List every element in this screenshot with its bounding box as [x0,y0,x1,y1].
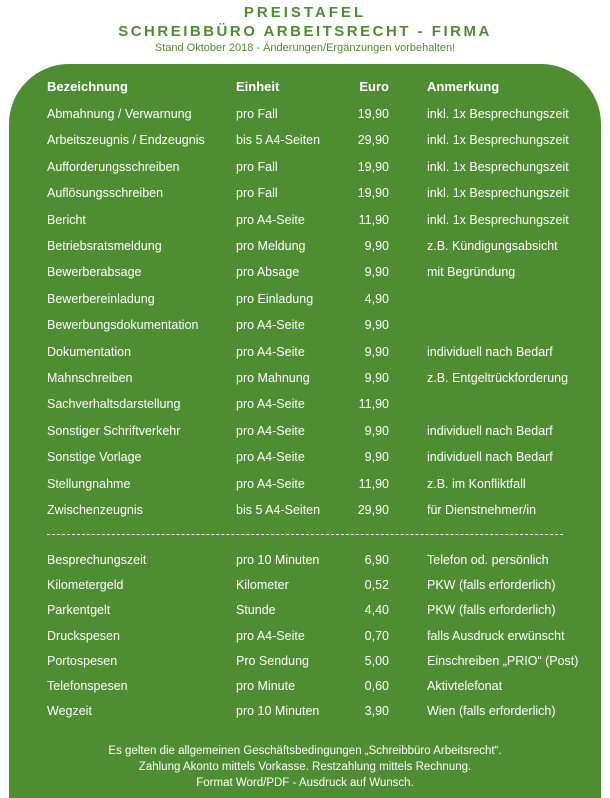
column-header-anmerkung: Anmerkung [427,79,500,94]
table-row [9,209,601,231]
page-title: PREISTAFEL [243,4,367,21]
cell-anmerkung: Aktivtelefonat [427,679,503,693]
cell-bezeichnung: Bewerbungsdokumentation [47,318,199,333]
cell-einheit: pro 10 Minuten [236,553,320,567]
terms-line-3: Format Word/PDF - Ausdruck auf Wunsch. [196,777,414,789]
table-row [9,700,601,722]
cell-einheit: Kilometer [236,578,289,593]
cell-einheit: pro Einladung [236,291,314,306]
cell-anmerkung: inkl. 1x Besprechungszeit [427,133,569,148]
cell-einheit: pro A4-Seite [236,212,305,227]
table-row [9,103,601,125]
cell-anmerkung: für Dienstnehmer/in [427,503,537,517]
table-row [9,599,601,621]
cell-anmerkung: z.B. Kündigungsabsicht [427,239,558,253]
cell-euro: 29,90 [357,503,389,517]
terms-line-1: Es gelten die allgemeinen Geschäftsbedingungen „Schreibbüro Arbeitsrecht“. [108,745,502,757]
cell-euro: 6,90 [364,553,389,567]
cell-bezeichnung: Sonstiger Schriftverkehr [47,423,181,438]
table-row [9,182,601,204]
table-row [9,650,601,672]
cell-anmerkung: z.B. Entgeltrückforderung [427,371,569,385]
cell-bezeichnung: Parkentgelt [47,603,111,618]
table-row [9,446,601,468]
cell-euro: 0,70 [364,628,389,643]
cell-bezeichnung: Bewerbereinladung [47,291,155,306]
cell-anmerkung: Telefon od. persönlich [427,553,549,567]
table-header [9,76,601,98]
cell-euro: 4,90 [364,291,389,306]
table-row [9,314,601,336]
cell-euro: 29,90 [357,133,389,148]
table-row [9,129,601,151]
cell-einheit: Stunde [236,603,276,618]
cell-anmerkung: PKW (falls erforderlich) [427,603,556,618]
cell-bezeichnung: Arbeitszeugnis / Endzeugnis [47,133,205,148]
company-name: SCHREIBBÜRO ARBEITSRECHT - FIRMA [118,23,492,40]
cell-einheit: bis 5 A4-Seiten [236,133,321,148]
cell-euro: 11,90 [358,212,389,227]
validity-note: Stand Oktober 2018 - Änderungen/Ergänzungen vorbehalten! [154,42,456,54]
cell-euro: 9,90 [364,450,389,465]
table-row [9,393,601,415]
cell-euro: 9,90 [364,423,389,438]
cell-bezeichnung: Druckspesen [47,628,120,643]
cell-bezeichnung: Abmahnung / Verwarnung [47,107,192,121]
cell-euro: 9,90 [364,318,389,333]
cell-euro: 9,90 [364,344,389,359]
cell-einheit: pro A4-Seite [236,397,305,412]
table-row [9,261,601,283]
cell-einheit: pro A4-Seite [236,423,305,438]
cell-bezeichnung: Bewerberabsage [47,265,142,280]
table-row [9,499,601,521]
column-header-einheit: Einheit [236,79,280,94]
price-table-card [9,64,601,798]
cell-bezeichnung: Aufforderungsschreiben [47,159,180,174]
cell-bezeichnung: Kilometergeld [47,578,124,593]
table-row [9,549,601,571]
table-row [9,574,601,596]
cell-euro: 19,90 [357,107,389,121]
cell-anmerkung: inkl. 1x Besprechungszeit [427,107,569,121]
cell-euro: 9,90 [364,239,389,253]
table-row [9,625,601,647]
cell-euro: 5,00 [364,653,389,668]
cell-anmerkung: falls Ausdruck erwünscht [427,628,565,643]
table-row [9,675,601,697]
cell-einheit: pro A4-Seite [236,344,305,359]
cell-bezeichnung: Besprechungszeit [47,553,147,567]
cell-euro: 4,40 [364,603,389,618]
cell-einheit: pro Absage [236,265,300,280]
table-row [9,288,601,310]
table-row [9,473,601,495]
cell-euro: 9,90 [364,371,389,385]
cell-anmerkung: individuell nach Bedarf [427,344,553,359]
cell-einheit: pro Minute [236,679,296,693]
cell-einheit: Pro Sendung [236,653,309,668]
table-row [9,420,601,442]
cell-bezeichnung: Telefonspesen [47,679,128,693]
column-header-euro: Euro [359,79,389,94]
cell-anmerkung: mit Begründung [427,265,516,280]
table-row [9,156,601,178]
cell-einheit: bis 5 A4-Seiten [236,503,321,517]
cell-euro: 19,90 [357,186,389,201]
cell-anmerkung: Einschreiben „PRIO“ (Post) [427,653,579,668]
cell-bezeichnung: Dokumentation [47,344,132,359]
cell-euro: 0,52 [364,578,389,593]
cell-bezeichnung: Zwischenzeugnis [47,503,143,517]
cell-bezeichnung: Mahnschreiben [47,371,133,385]
cell-euro: 3,90 [364,704,389,719]
cell-bezeichnung: Sonstige Vorlage [47,450,142,465]
table-row [9,341,601,363]
cell-einheit: pro Mahnung [236,371,310,385]
cell-bezeichnung: Portospesen [47,653,118,668]
cell-anmerkung: inkl. 1x Besprechungszeit [427,212,569,227]
cell-euro: 9,90 [364,265,389,280]
cell-anmerkung: inkl. 1x Besprechungszeit [427,186,569,201]
cell-einheit: pro Fall [236,107,278,121]
cell-einheit: pro Fall [236,159,278,174]
cell-anmerkung: z.B. im Konfliktfall [427,476,526,491]
table-row [9,367,601,389]
cell-bezeichnung: Sachverhaltsdarstellung [47,397,181,412]
column-header-bezeichnung: Bezeichnung [47,79,128,94]
cell-einheit: pro A4-Seite [236,450,305,465]
cell-anmerkung: individuell nach Bedarf [427,423,553,438]
terms-line-2: Zahlung Akonto mittels Vorkasse. Restzahlung mittels Rechnung. [138,761,472,773]
cell-bezeichnung: Bericht [47,212,86,227]
section-divider [47,534,563,535]
cell-euro: 11,90 [358,476,389,491]
cell-einheit: pro A4-Seite [236,318,305,333]
cell-einheit: pro Fall [236,186,278,201]
table-row [9,235,601,257]
cell-bezeichnung: Auflösungsschreiben [47,186,164,201]
cell-anmerkung: individuell nach Bedarf [427,450,553,465]
cell-anmerkung: Wien (falls erforderlich) [427,704,556,719]
cell-anmerkung: PKW (falls erforderlich) [427,578,556,593]
cell-bezeichnung: Stellungnahme [47,476,131,491]
cell-euro: 11,90 [358,397,389,412]
cell-einheit: pro Meldung [236,239,306,253]
cell-bezeichnung: Betriebsratsmeldung [47,239,162,253]
cell-einheit: pro A4-Seite [236,476,305,491]
cell-euro: 0,60 [364,679,389,693]
cell-bezeichnung: Wegzeit [47,704,92,719]
cell-einheit: pro A4-Seite [236,628,305,643]
cell-euro: 19,90 [357,159,389,174]
cell-einheit: pro 10 Minuten [236,704,320,719]
cell-anmerkung: inkl. 1x Besprechungszeit [427,159,569,174]
